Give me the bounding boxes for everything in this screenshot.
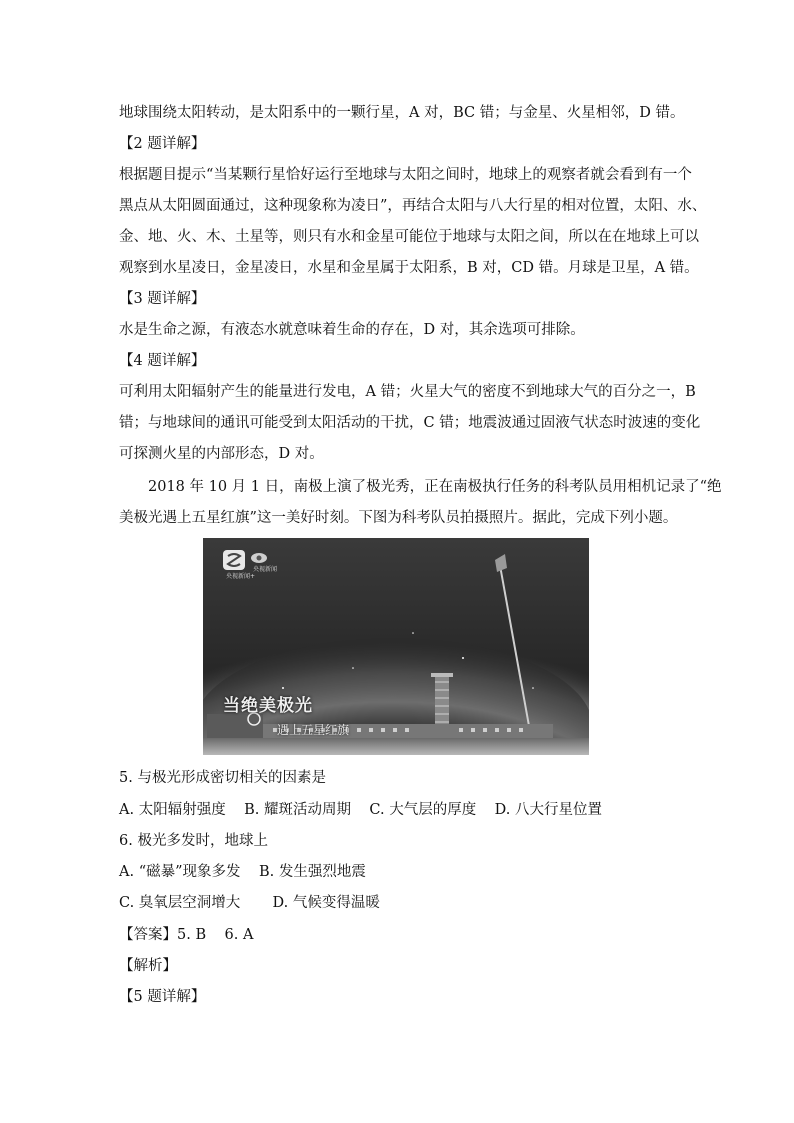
section-heading: 【5 题详解】 [119,989,206,1005]
question-stem: 6. 极光多发时，地球上 [119,833,268,849]
aurora-photo [203,538,589,755]
question-options: A. 太阳辐射强度 B. 耀斑活动周期 C. 大气层的厚度 D. 八大行星位置 [119,802,602,818]
paragraph-line: 金、地、火、木、土星等，则只有水和金星可能位于地球与太阳之间，所以在在地球上可以 [119,229,699,245]
photo-caption-main: 当绝美极光 [223,696,313,716]
paragraph-line: 错；与地球间的通讯可能受到太阳活动的干扰，C 错；地震波通过固液气状态时波速的变化 [119,415,701,431]
section-heading: 【2 题详解】 [119,136,206,152]
intro-line: 美极光遇上五星红旗”这一美好时刻。下图为科考队员拍摄照片。据此，完成下列小题。 [119,510,678,526]
section-heading: 【4 题详解】 [119,353,206,369]
paragraph-line: 根据题目提示“当某颗行星恰好运行至地球与太阳之间时，地球上的观察者就会看到有一个 [119,167,692,183]
paragraph-line: 水是生命之源，有液态水就意味着生命的存在，D 对，其余选项可排除。 [119,322,585,338]
paragraph-line: 观察到水星凌日，金星凌日，水星和金星属于太阳系，B 对，CD 错。月球是卫星，A 错。 [119,260,699,276]
answer-line: 【答案】5. B 6. A [119,927,254,943]
logo-caption-2: 央视新闻 [253,566,278,573]
intro-line: 2018 年 10 月 1 日，南极上演了极光秀，正在南极执行任务的科考队员用相机记录了“绝 [148,479,722,495]
paragraph-line: 黑点从太阳圆面通过，这种现象称为凌日”，再结合太阳与八大行星的相对位置，太阳、水、 [119,198,707,214]
photo-caption-sub: 遇上五星红旗 [277,723,350,737]
analysis-heading: 【解析】 [119,958,177,974]
paragraph-line: 可利用太阳辐射产生的能量进行发电，A 错；火星大气的密度不到地球大气的百分之一，B [119,384,696,400]
section-heading: 【3 题详解】 [119,291,206,307]
paragraph-line: 可探测火星的内部形态，D 对。 [119,446,324,462]
logo-caption: 央视新闻+ [226,573,256,580]
question-options: C. 臭氧层空洞增大 D. 气候变得温暖 [119,895,380,911]
question-stem: 5. 与极光形成密切相关的因素是 [119,770,326,786]
question-options: A. “磁暴”现象多发 B. 发生强烈地震 [119,864,366,880]
paragraph-line: 地球围绕太阳转动，是太阳系中的一颗行星，A 对，BC 错；与金星、火星相邻，D 错。 [119,105,685,121]
